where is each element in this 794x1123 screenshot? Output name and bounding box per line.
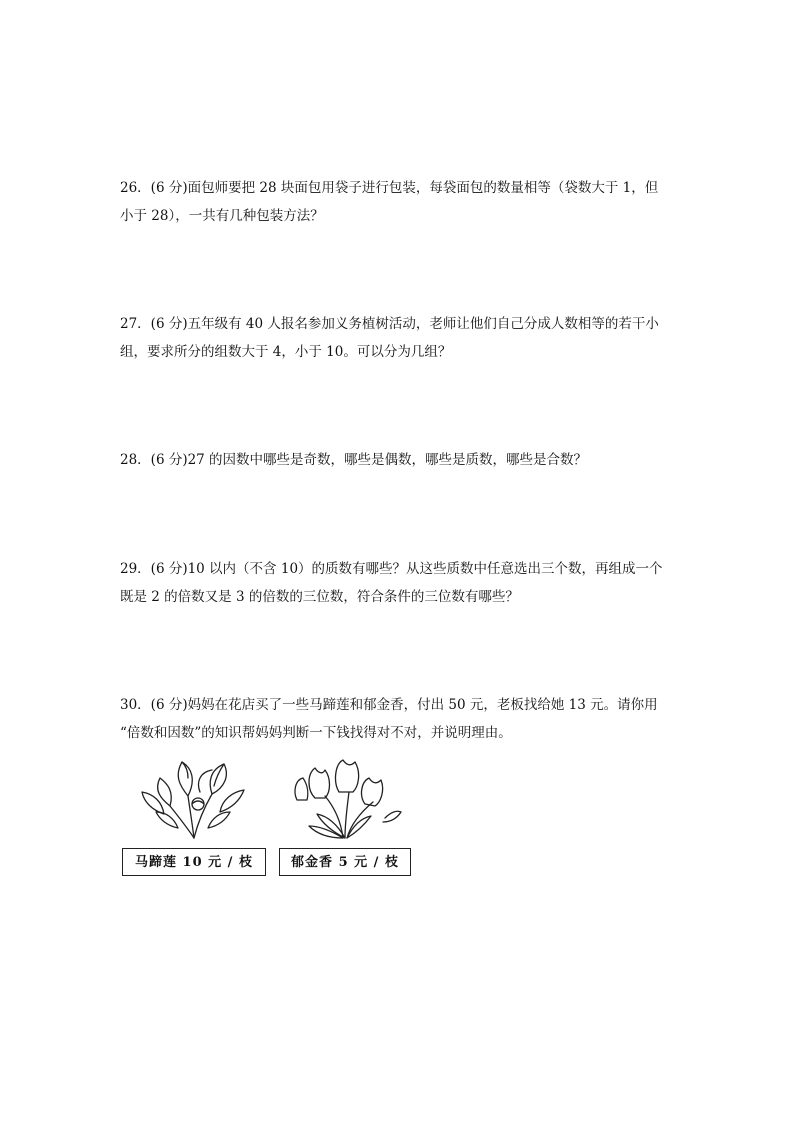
question-30 bbox=[120, 691, 680, 747]
question-27-line-1: 27．(6 分)五年级有 40 人报名参加义务植树活动，老师让他们自己分成人数相等的若干小 bbox=[120, 316, 659, 332]
question-27 bbox=[120, 310, 680, 366]
question-30-line-1: 30．(6 分)妈妈在花店买了一些马蹄莲和郁金香，付出 50 元，老板找给她 13 元。请你用 bbox=[120, 697, 658, 713]
tulip-icon bbox=[285, 752, 405, 840]
calla-lily-price-tag: 马蹄莲 10 元 / 枝 bbox=[122, 848, 266, 876]
calla-lily-figure bbox=[122, 752, 266, 876]
question-27-line-2: 组，要求所分的组数大于 4，小于 10。可以分为几组？ bbox=[120, 344, 452, 360]
question-29-line-1: 29．(6 分)10 以内（不含 10）的质数有哪些？从这些质数中任意选出三个数，再组成一个 bbox=[120, 561, 663, 577]
question-28 bbox=[120, 446, 680, 474]
question-26 bbox=[120, 174, 680, 230]
question-28-line-1: 28．(6 分)27 的因数中哪些是奇数，哪些是偶数，哪些是质数，哪些是合数？ bbox=[120, 452, 588, 468]
question-29-line-2: 既是 2 的倍数又是 3 的倍数的三位数，符合条件的三位数有哪些？ bbox=[120, 589, 519, 605]
tulip-figure bbox=[279, 752, 411, 876]
question-30-line-2: “倍数和因数”的知识帮妈妈判断一下钱找得对不对，并说明理由。 bbox=[120, 725, 512, 741]
question-26-line-2: 小于 28），一共有几种包装方法？ bbox=[120, 208, 324, 224]
question-26-line-1: 26．(6 分)面包师要把 28 块面包用袋子进行包装，每袋面包的数量相等（袋数大于 1，但 bbox=[120, 180, 659, 196]
tulip-price-tag: 郁金香 5 元 / 枝 bbox=[279, 848, 411, 876]
question-29 bbox=[120, 555, 680, 611]
calla-lily-icon bbox=[134, 752, 254, 840]
